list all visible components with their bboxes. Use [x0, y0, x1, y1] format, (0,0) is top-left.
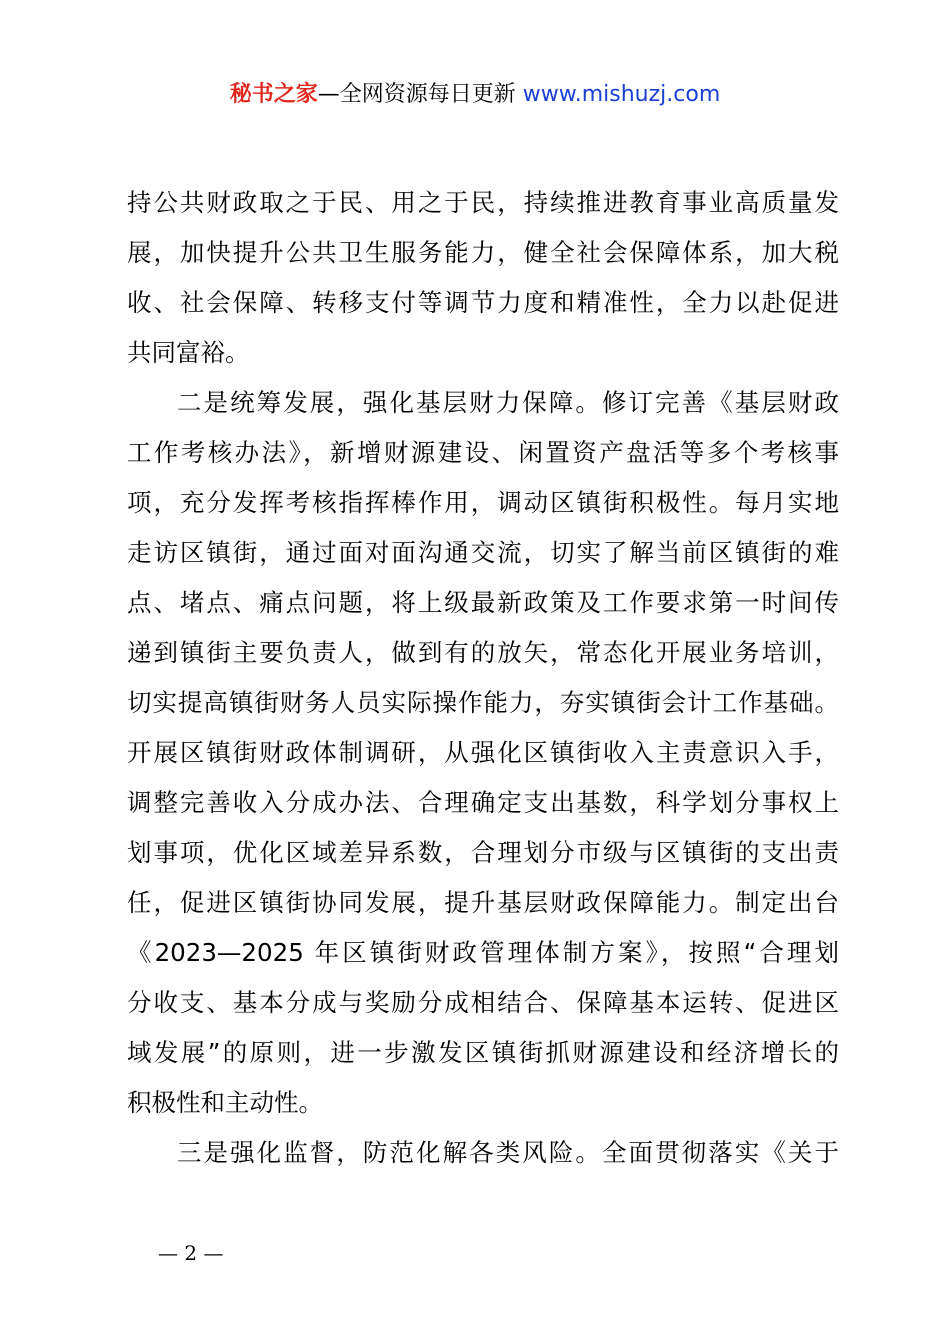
text-line: 点、堵点、痛点问题，将上级最新政策及工作要求第一时间传	[127, 588, 839, 617]
text-line: 三是强化监督，防范化解各类风险。全面贯彻落实《关于	[177, 1138, 839, 1167]
text-line: 任，促进区镇街协同发展，提升基层财政保障能力。制定出台	[127, 888, 839, 917]
text-line: 切实提高镇街财务人员实际操作能力，夯实镇街会计工作基础。	[127, 688, 839, 717]
text-line: 开展区镇街财政体制调研，从强化区镇街收入主责意识入手，	[127, 738, 839, 767]
text-line: 递到镇街主要负责人，做到有的放矢，常态化开展业务培训，	[127, 638, 839, 667]
text-line: 工作考核办法》，新增财源建设、闲置资产盘活等多个考核事	[127, 438, 839, 467]
paragraph-2	[127, 378, 839, 1128]
site-header	[0, 78, 950, 112]
paragraph-3	[127, 1128, 839, 1178]
text-line: 二是统筹发展，强化基层财力保障。修订完善《基层财政	[177, 388, 839, 417]
text-line: 走访区镇街，通过面对面沟通交流，切实了解当前区镇街的难	[127, 538, 839, 567]
text-line: 分收支、基本分成与奖励分成相结合、保障基本运转、促进区	[127, 988, 839, 1017]
text-line: 收、社会保障、转移支付等调节力度和精准性，全力以赴促进	[127, 288, 839, 317]
text-line: 积极性和主动性。	[127, 1088, 323, 1117]
page-number: — 2 —	[158, 1241, 224, 1265]
text-line: 展，加快提升公共卫生服务能力，健全社会保障体系，加大税	[127, 238, 839, 267]
document-body	[127, 178, 839, 1178]
text-line: 《2023—2025 年区镇街财政管理体制方案》，按照“合理划	[127, 938, 839, 967]
paragraph-1	[127, 178, 839, 378]
text-line: 域发展”的原则，进一步激发区镇街抓财源建设和经济增长的	[127, 1038, 839, 1067]
header-url-link[interactable]: www.mishuzj.com	[522, 82, 721, 107]
text-line: 持公共财政取之于民、用之于民，持续推进教育事业高质量发	[127, 188, 839, 217]
text-line: 划事项，优化区域差异系数，合理划分市级与区镇街的支出责	[127, 838, 839, 867]
text-line: 项，充分发挥考核指挥棒作用，调动区镇街积极性。每月实地	[127, 488, 839, 517]
text-line: 共同富裕。	[127, 338, 250, 367]
text-line: 调整完善收入分成办法、合理确定支出基数，科学划分事权上	[127, 788, 839, 817]
header-brand: 秘书之家	[229, 82, 318, 107]
header-tagline: —全网资源每日更新	[317, 82, 523, 107]
